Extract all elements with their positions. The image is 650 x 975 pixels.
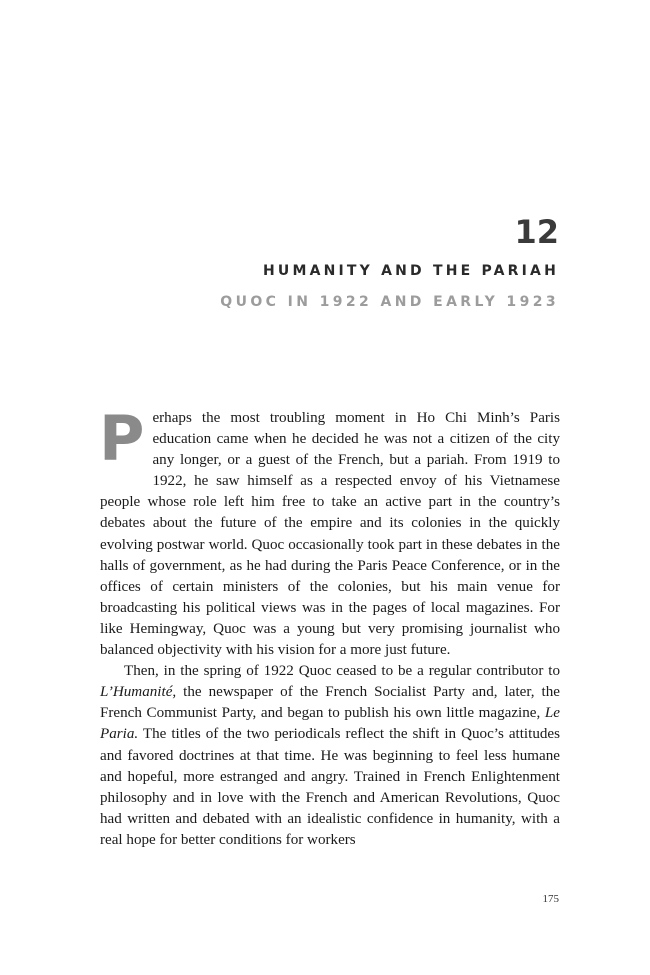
periodical-title-humanite: L’Humanité, bbox=[100, 684, 177, 701]
paragraph-2-text-a: Then, in the spring of 1922 Quoc ceased to be a regular contributor to bbox=[124, 663, 560, 680]
paragraph-2 bbox=[100, 661, 560, 851]
body-text bbox=[99, 402, 560, 851]
chapter-title: HUMANITY AND THE PARIAH bbox=[262, 263, 559, 279]
page-number: 175 bbox=[542, 893, 559, 905]
paragraph-2-text-c: The titles of the two periodicals reflect the shift in Quoc’s attitudes and favored doctrines at that time. He was beginning to feel less humane and hopeful, more estranged and angry. Trained in French Enlightenment philosophy and in love with the French and American Revolutions, Quoc had written and debated with an idealistic confidence in humanity, with a real hope for better conditions for workers bbox=[100, 726, 560, 848]
paragraph-1-text: erhaps the most troubling moment in Ho Chi Minh’s Paris education came when he decided he was not a citizen of the city any longer, or a guest of the French, but a pariah. From 1919 to 1922, he saw himself as a respected envoy of his Vietnamese people whose role left him free to take an active part in the country’s debates about the future of the empire and its colonies in the quickly evolving postwar world. Quoc occasionally took part in these debates in the halls of government, as he had during the Paris Peace Conference, or in the offices of certain ministers of the colonies, but his main venue for broadcasting his political views was in the pages of local magazines. For like Hemingway, Quoc was a young but very promising journalist who balanced objectivity with his vision for a more just future. bbox=[100, 410, 560, 659]
chapter-number: 12 bbox=[514, 213, 559, 251]
chapter-subtitle: QUOC IN 1922 AND EARLY 1923 bbox=[220, 294, 559, 310]
drop-cap: P bbox=[99, 402, 145, 475]
paragraph-2-text-b: the newspaper of the French Socialist Party and, later, the French Communist Party, and began to publish his own little magazine, bbox=[100, 684, 560, 722]
paragraph-1 bbox=[99, 402, 560, 661]
periodical-title-le-paria: Le Paria. bbox=[100, 705, 560, 743]
